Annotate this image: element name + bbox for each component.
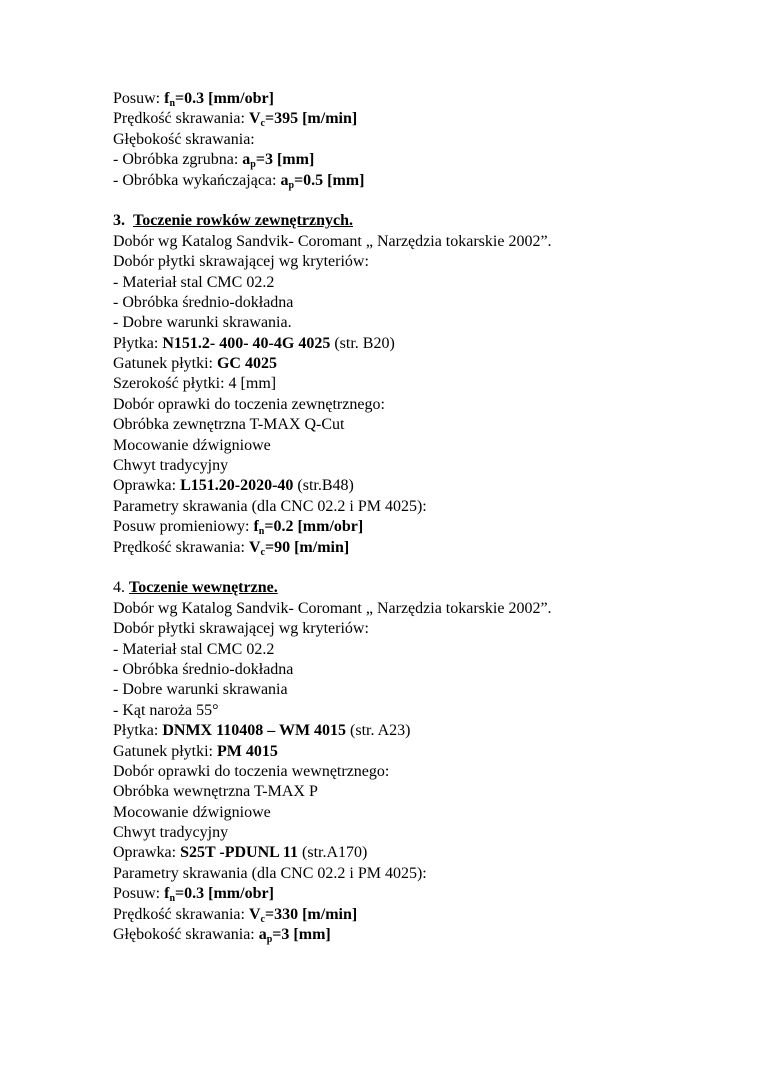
- section-3-heading: [113, 211, 673, 231]
- radial-feed-line: Posuw promieniowy: $f_n=0.2$ [mm/obr]: [113, 518, 364, 538]
- section-4-heading: [113, 578, 673, 598]
- shank-line-4: Chwyt tradycyjny: [113, 824, 229, 842]
- speed-label: Prędkość skrawania:: [113, 110, 249, 128]
- shank-line: Chwyt tradycyjny: [113, 457, 229, 475]
- holder-code-4: S25T -PDUNL 11: [180, 844, 299, 862]
- criteria-line-4: Dobór płytki skrawającej wg kryteriów:: [113, 620, 369, 638]
- holder-selection-line: Dobór oprawki do toczenia zewnętrznego:: [113, 395, 385, 413]
- catalog-line-4: Dobór wg Katalog Sandvik- Coromant „ Narzędzia tokarskie 2002”.: [113, 599, 552, 617]
- insert-line: Płytka: N151.2- 400- 40-4G 4025 (str. B20): [113, 334, 395, 352]
- cutting-params-line: Parametry skrawania (dla CNC 02.2 i PM 4025):: [113, 497, 427, 515]
- section-4-number: 4.: [113, 579, 129, 597]
- conditions-line-4: - Dobre warunki skrawania: [113, 681, 288, 699]
- finish-depth-line: - Obróbka wykańczająca: $a_p=0.5$ [mm]: [113, 171, 365, 191]
- holder-line-4: Oprawka: S25T -PDUNL 11 (str.A170): [113, 844, 368, 862]
- catalog-line: Dobór wg Katalog Sandvik- Coromant „ Narzędzia tokarskie 2002”.: [113, 232, 552, 250]
- grade-line-4: Gatunek płytki: PM 4015: [113, 742, 278, 760]
- cutting-params-line-4: Parametry skrawania (dla CNC 02.2 i PM 4025):: [113, 864, 427, 882]
- holder-line: Oprawka: L151.20-2020-40 (str.B48): [113, 477, 354, 495]
- speed-line-4: Prędkość skrawania: $V_c=330$ [m/min]: [113, 905, 358, 925]
- section-4-title: Toczenie wewnętrzne.: [129, 579, 278, 597]
- feed-line-4: Posuw: $f_n=0.3$ [mm/obr]: [113, 885, 274, 905]
- document-content: [113, 89, 673, 945]
- grade-code-4: PM 4015: [216, 742, 278, 760]
- tmax-line: Obróbka zewnętrzna T-MAX Q-Cut: [113, 416, 345, 434]
- tmax-line-4: Obróbka wewnętrzna T-MAX P: [113, 783, 318, 801]
- corner-angle-line: - Kąt naroża 55°: [113, 701, 219, 719]
- width-line: Szerokość płytki: 4 [mm]: [113, 375, 277, 393]
- section-3-number: 3.: [113, 212, 125, 230]
- holder-code: L151.20-2020-40: [180, 477, 294, 495]
- rough-depth-line: - Obróbka zgrubna: $a_p=3$ [mm]: [113, 151, 315, 171]
- material-line-4: - Materiał stal CMC 02.2: [113, 640, 275, 658]
- speed-line: [113, 109, 673, 129]
- machining-line-4: - Obróbka średnio-dokładna: [113, 660, 294, 678]
- clamping-line-4: Mocowanie dźwigniowe: [113, 803, 271, 821]
- insert-code: N151.2- 400- 40-4G 4025: [162, 334, 331, 352]
- grade-code: GC 4025: [216, 355, 277, 373]
- section-3-title: Toczenie rowków zewnętrznych.: [133, 212, 353, 230]
- clamping-line: Mocowanie dźwigniowe: [113, 436, 271, 454]
- depth-line-4: Głębokość skrawania: $a_p=3$ [mm]: [113, 926, 331, 946]
- feed-line: [113, 89, 673, 109]
- feed-label: Posuw:: [113, 90, 165, 107]
- speed-value: $V_c=395$ [m/min]: [248, 110, 358, 130]
- insert-code-4: DNMX 110408 – WM 4015: [162, 722, 347, 740]
- criteria-line: Dobór płytki skrawającej wg kryteriów:: [113, 253, 369, 271]
- speed-line-3: Prędkość skrawania: $V_c=90$ [m/min]: [113, 538, 350, 558]
- feed-symbol: $f_n=0.3$ [mm/obr]: [164, 90, 274, 109]
- depth-heading: Głębokość skrawania:: [113, 130, 255, 148]
- conditions-line: - Dobre warunki skrawania.: [113, 314, 292, 332]
- insert-line-4: Płytka: DNMX 110408 – WM 4015 (str. A23): [113, 722, 411, 740]
- material-line: - Materiał stal CMC 02.2: [113, 273, 275, 291]
- machining-line: - Obróbka średnio-dokładna: [113, 293, 294, 311]
- grade-line: Gatunek płytki: GC 4025: [113, 355, 277, 373]
- holder-selection-line-4: Dobór oprawki do toczenia wewnętrznego:: [113, 762, 390, 780]
